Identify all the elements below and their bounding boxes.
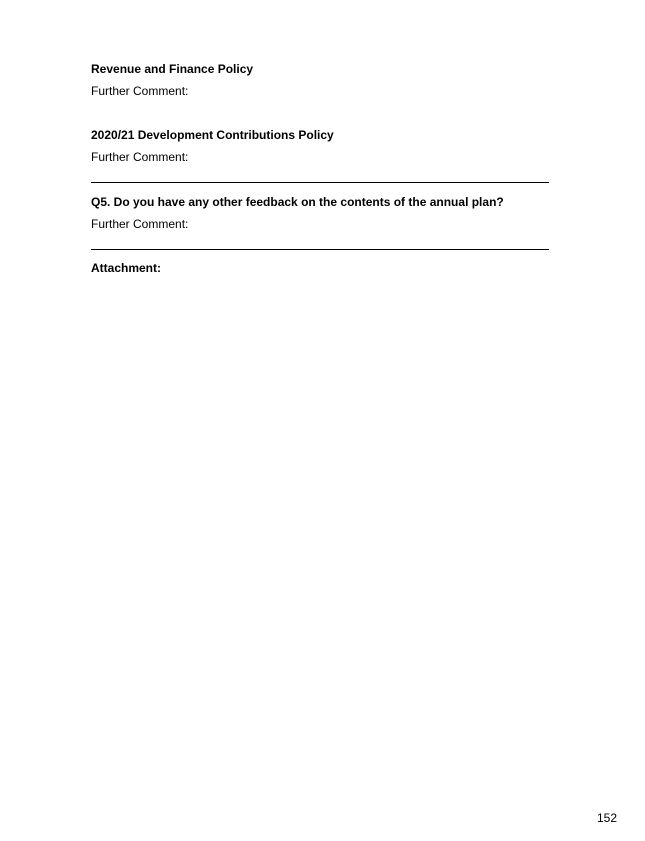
further-comment-label: Further Comment: (91, 84, 189, 98)
section-heading-development-contributions-policy: 2020/21 Development Contributions Policy (91, 128, 334, 142)
page-number: 152 (596, 811, 617, 825)
section-divider (91, 249, 549, 250)
attachment-heading: Attachment: (91, 261, 162, 275)
further-comment-label: Further Comment: (91, 150, 189, 164)
section-heading-revenue-finance-policy: Revenue and Finance Policy (91, 62, 254, 76)
question-heading-q5: Q5. Do you have any other feedback on the contents of the annual plan? (91, 195, 504, 209)
further-comment-label: Further Comment: (91, 217, 189, 231)
section-divider (91, 182, 549, 183)
